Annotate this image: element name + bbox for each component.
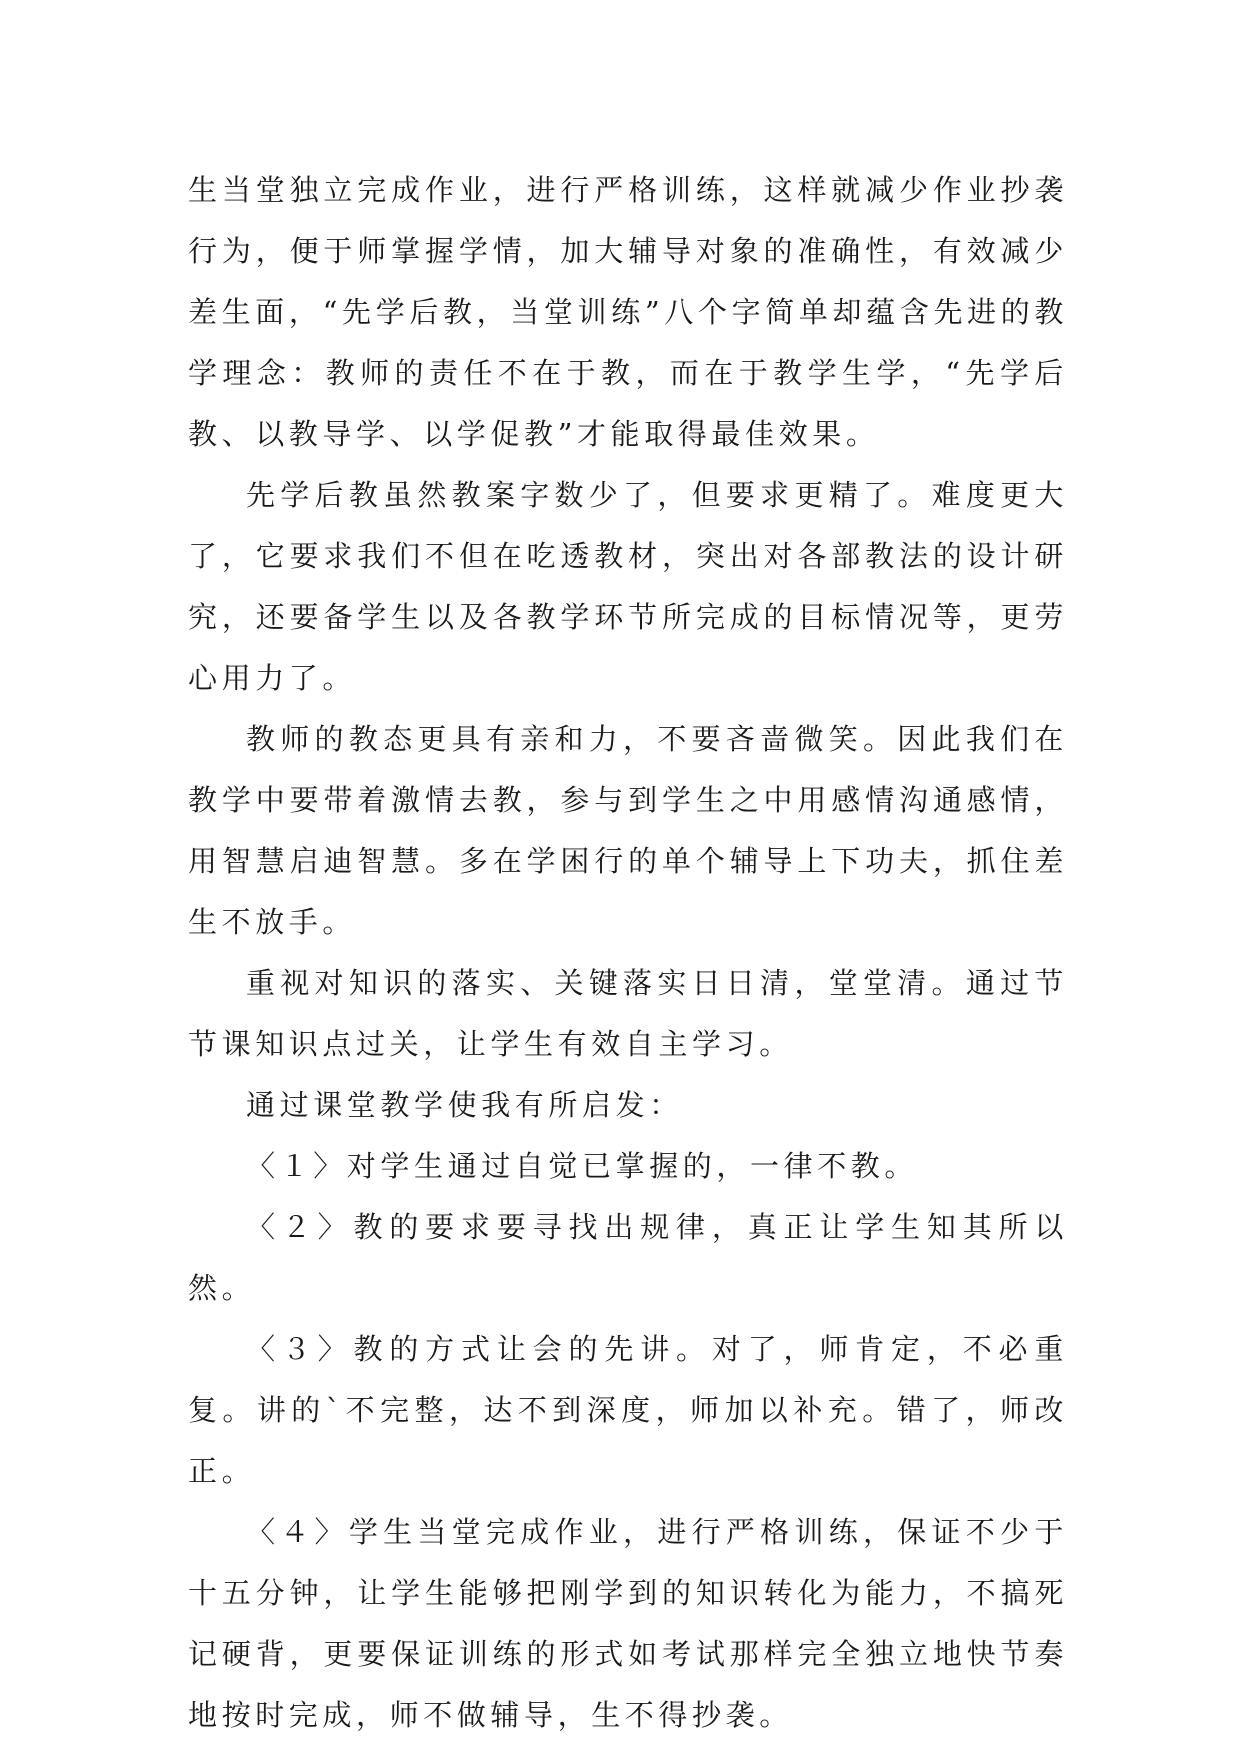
paragraph: 教师的教态更具有亲和力，不要吝啬微笑。因此我们在教学中要带着激情去教，参与到学生之中用感情沟通感情，用智慧启迪智慧。多在学困行的单个辅导上下功夫，抓住差生不放手。 — [188, 722, 1068, 939]
document-body — [188, 160, 1068, 1746]
paragraph: 通过课堂教学使我有所启发： — [246, 1088, 683, 1122]
paragraph: 重视对知识的落实、关键落实日日清，堂堂清。通过节节课知识点过关，让学生有效自主学习。 — [188, 966, 1068, 1061]
list-item: 〈４〉学生当堂完成作业，进行严格训练，保证不少于十五分钟，让学生能够把刚学到的知识转化为能力，不搞死记硬背，更要保证训练的形式如考试那样完全独立地快节奏地按时完成，师不做辅导，生不得抄袭。 — [188, 1515, 1068, 1732]
list-item: 〈１〉对学生通过自觉已掌握的，一律不教。 — [246, 1149, 919, 1183]
paragraph: 先学后教虽然教案字数少了，但要求更精了。难度更大了，它要求我们不但在吃透教材，突出对各部教法的设计研究，还要备学生以及各教学环节所完成的目标情况等，更劳心用力了。 — [188, 478, 1068, 695]
list-item: 〈３〉教的方式让会的先讲。对了，师肯定，不必重复。讲的`不完整，达不到深度，师加以补充。错了，师改正。 — [188, 1332, 1068, 1488]
paragraph-continuation: 生当堂独立完成作业，进行严格训练，这样就减少作业抄袭行为，便于师掌握学情，加大辅导对象的准确性，有效减少差生面，“先学后教，当堂训练”八个字简单却蕴含先进的教学理念：教师的责任不在于教，而在于教学生学，“先学后教、以教导学、以学促教”才能取得最佳效果。 — [188, 173, 1068, 451]
list-item: 〈２〉教的要求要寻找出规律，真正让学生知其所以然。 — [188, 1210, 1068, 1305]
